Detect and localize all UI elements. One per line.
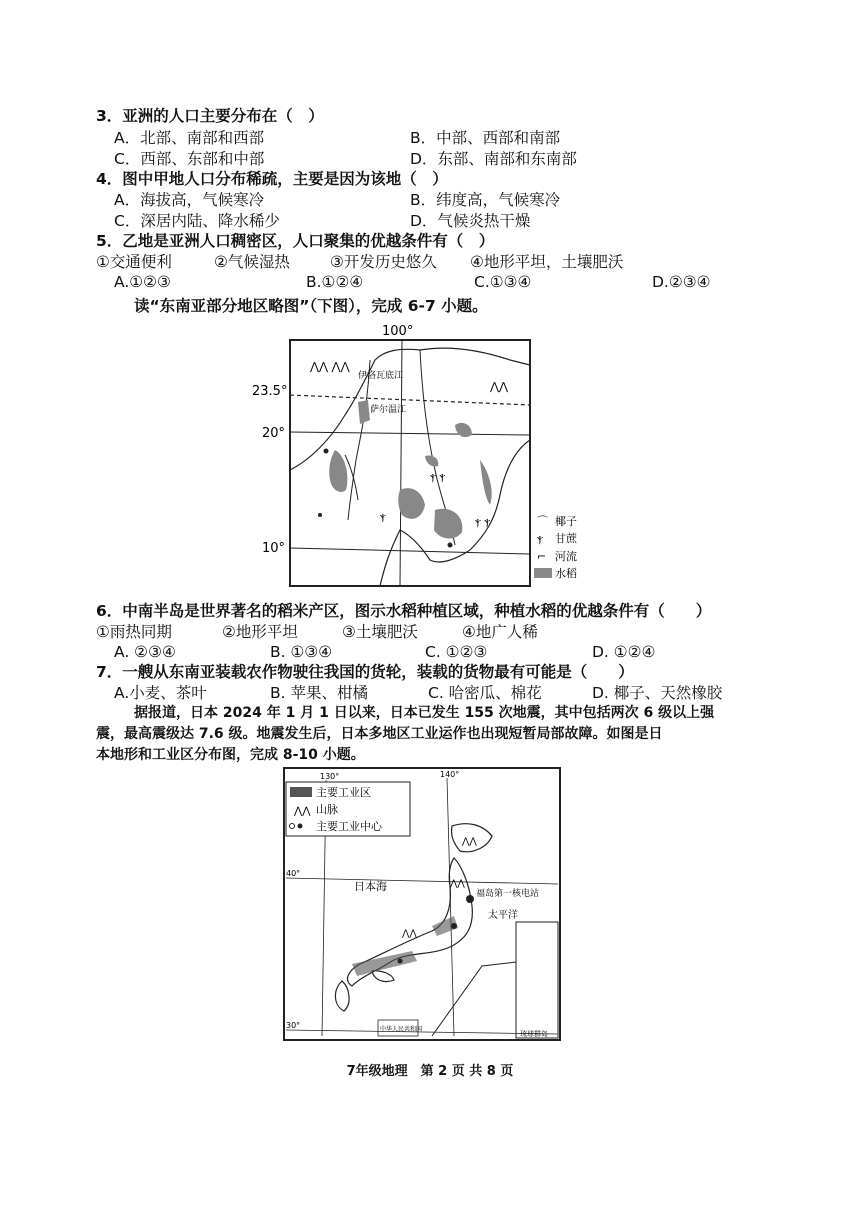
q4-stem: 4．图中甲地人口分布稀疏，主要是因为该地（ ） <box>96 170 448 188</box>
mountain-symbols: ⋀⋀ ⋀⋀ <box>310 360 350 373</box>
lon-100-label: 100° <box>382 324 414 339</box>
q6-choice-4: ④地广人稀 <box>462 623 538 641</box>
river-label-2: 萨尔温江 <box>370 405 407 415</box>
legend-coconut-icon: ⌒ <box>537 515 548 528</box>
q3-option-c: C．西部、东部和中部 <box>114 150 265 168</box>
q5-choice-3: ③开发历史悠久 <box>330 253 437 271</box>
city-dot-3 <box>448 543 453 548</box>
q6-stem: 6．中南半岛是世界著名的稻米产区，图示水稻种植区域，种植水稻的优越条件有（ ） <box>96 602 712 620</box>
inset-label-2: 中华人民共和国 <box>380 1026 423 1033</box>
q5-option-b: B.①②④ <box>306 273 364 291</box>
lat-40-label: 40° <box>286 869 301 878</box>
q3-option-b: B．中部、西部和南部 <box>410 129 561 147</box>
intro-8-10-line2: 震，最高震级达 7.6 级。地震发生后，日本多地区工业运作也出现短暂局部故障。如图是日 <box>96 726 663 742</box>
rice-area-2 <box>358 400 370 424</box>
q4-option-b: B．纬度高，气候寒冷 <box>410 191 561 209</box>
q7-option-b: B. 苹果、柑橘 <box>270 684 368 702</box>
q4-option-a: A．海拔高，气候寒冷 <box>114 191 265 209</box>
legend-river: 河流 <box>555 550 577 563</box>
q3-option-a: A．北部、南部和西部 <box>114 129 265 147</box>
q6-option-a: A. ②③④ <box>114 643 176 661</box>
legend-center-icon-filled <box>298 824 303 829</box>
river-label: 伊洛瓦底江 <box>358 371 404 381</box>
q5-option-a: A.①②③ <box>114 273 171 291</box>
city-tokyo <box>451 923 457 929</box>
mountain-symbols-2: ⋀⋀ <box>490 380 509 393</box>
mountain-chubu: ⋀⋀ <box>402 929 417 939</box>
fukushima-marker <box>466 895 474 903</box>
lat-10-label: 10° <box>262 541 286 556</box>
southeast-asia-map <box>250 320 590 590</box>
japan-map <box>282 766 562 1042</box>
q5-choice-2: ②气候湿热 <box>214 253 290 271</box>
mountain-honshu: ⋀⋀ <box>450 879 465 889</box>
lon-130-label: 130° <box>320 772 340 781</box>
legend-sugarcane-icon: ⲯ <box>537 532 543 545</box>
q6-choice-1: ①雨热同期 <box>96 623 172 641</box>
q6-option-c: C. ①②③ <box>425 643 488 661</box>
q6-choice-3: ③土壤肥沃 <box>342 623 418 641</box>
mountain-hokkaido: ⋀⋀ <box>462 837 477 847</box>
q7-option-c: C. 哈密瓜、棉花 <box>428 684 542 702</box>
q7-stem: 7．一艘从东南亚装载农作物驶往我国的货轮，装载的货物最有可能是（ ） <box>96 663 634 681</box>
q5-choice-4: ④地形平坦，土壤肥沃 <box>470 253 624 271</box>
legend-sugarcane: 甘蔗 <box>555 532 577 545</box>
legend-rice-swatch <box>534 568 552 578</box>
inset-label: 琉球群岛 <box>520 1030 548 1038</box>
lon-140-label: 140° <box>440 770 460 779</box>
q5-option-d: D.②③④ <box>652 273 711 291</box>
intro-8-10-line3: 本地形和工业区分布图，完成 8-10 小题。 <box>96 747 365 763</box>
city-dot-2 <box>318 513 322 517</box>
q4-option-d: D．气候炎热干燥 <box>410 212 531 230</box>
page-footer: 7年级地理 第 2 页 共 8 页 <box>346 1064 514 1079</box>
pacific-label: 太平洋 <box>488 910 518 921</box>
legend-mountain-icon: ⋀⋀ <box>294 806 311 817</box>
sea-of-japan-label: 日本海 <box>354 880 387 893</box>
q6-choice-2: ②地形平坦 <box>222 623 298 641</box>
city-osaka <box>398 959 403 964</box>
q7-option-d: D. 椰子、天然橡胶 <box>592 684 723 702</box>
sugarcane-symbols: ⲯ ⲯ <box>430 470 446 483</box>
q3-stem: 3．亚洲的人口主要分布在（ ） <box>96 107 324 125</box>
legend-coconut: 椰子 <box>555 515 577 528</box>
legend-center: 主要工业中心 <box>316 820 382 833</box>
lat-235-label: 23.5° <box>252 384 288 399</box>
lat-30-label: 30° <box>286 1021 301 1030</box>
q3-option-d: D．东部、南部和东南部 <box>410 150 577 168</box>
legend-mountain: 山脉 <box>316 803 338 816</box>
intro-8-10-line1: 据报道，日本 2024 年 1 月 1 日以来，日本已发生 155 次地震，其中包括两次 6 级以上强 <box>134 705 715 721</box>
intro-6-7: 读“东南亚部分地区略图”（下图），完成 6-7 小题。 <box>134 297 488 315</box>
fukushima-label: 福岛第一核电站 <box>476 889 540 899</box>
q6-option-b: B. ①③④ <box>270 643 333 661</box>
q5-option-c: C.①③④ <box>474 273 532 291</box>
q5-choice-1: ①交通便利 <box>96 253 172 271</box>
lat-20-label: 20° <box>262 426 286 441</box>
q4-option-c: C．深居内陆、降水稀少 <box>114 212 280 230</box>
legend-industrial-swatch <box>290 787 312 797</box>
legend-river-icon: ⌐ <box>537 550 547 563</box>
sugarcane-symbols-2: ⲯ <box>380 510 386 523</box>
q7-option-a: A.小麦、茶叶 <box>114 684 207 702</box>
coconut-symbols: ⲯ ⲯ <box>475 515 491 528</box>
legend-industrial: 主要工业区 <box>316 786 371 799</box>
legend-rice: 水稻 <box>555 567 577 580</box>
q5-stem: 5．乙地是亚洲人口稠密区，人口聚集的优越条件有（ ） <box>96 232 495 250</box>
q6-option-d: D. ①②④ <box>592 643 656 661</box>
city-dot-1 <box>324 449 329 454</box>
